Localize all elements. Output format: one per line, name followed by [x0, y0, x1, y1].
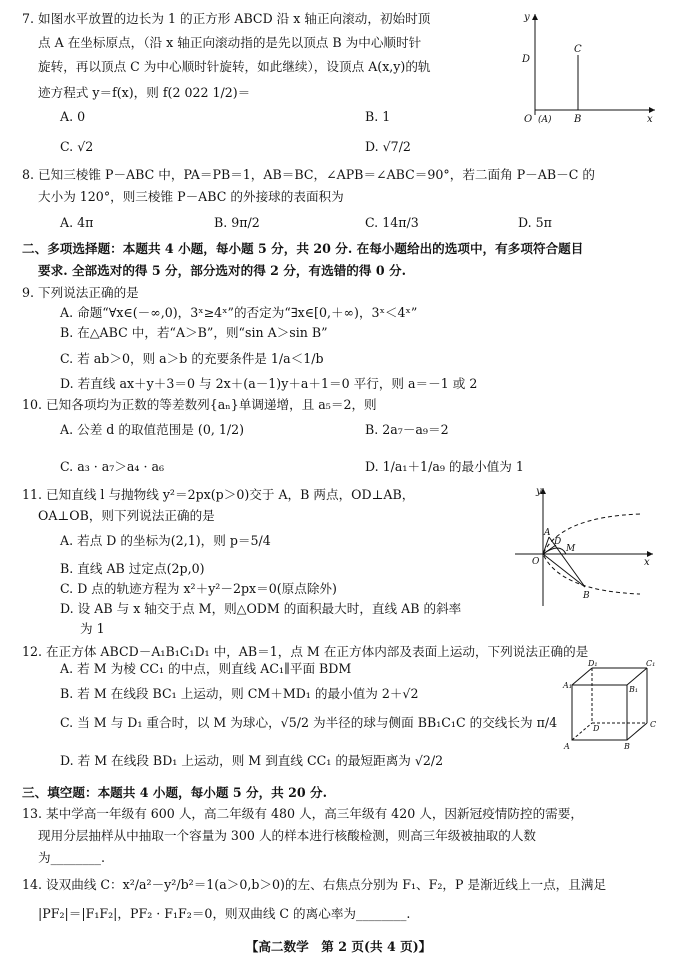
- q8-line-1: 8. 已知三棱锥 P－ABC 中，PA＝PB＝1，AB＝BC，∠APB＝∠ABC＝90°，若二面角 P－AB－C 的: [22, 167, 595, 182]
- q11-option-d: D. 设 AB 与 x 轴交于点 M，则△ODM 的面积最大时，直线 AB 的斜率: [60, 601, 462, 616]
- q13-line-1: 13. 某中学高一年级有 600 人，高二年级有 480 人，高三年级有 420 人，因新冠疫情防控的需要，: [22, 806, 583, 821]
- q7-option-c: C. √2: [60, 139, 94, 154]
- section2-heading-line-2: 要求. 全部选对的得 5 分，部分选对的得 2 分，有选错的得 0 分.: [38, 263, 406, 278]
- page-footer: 【高二数学 第 2 页(共 4 页)】: [245, 939, 432, 954]
- q7-fig-label-y: y: [524, 12, 530, 23]
- q7-square-figure: [510, 10, 660, 130]
- q9-option-d: D. 若直线 ax＋y＋3＝0 与 2x＋(a－1)y＋a＋1＝0 平行，则 a＝－1 或 2: [60, 376, 478, 391]
- q12-fig-label-d1: D₁: [588, 660, 598, 668]
- q10-option-c: C. a₃ · a₇＞a₄ · a₆: [60, 459, 165, 474]
- q13-line-2: 现用分层抽样从中抽取一个容量为 300 人的样本进行核酸检测，则高三年级被抽取的人数: [38, 828, 537, 843]
- q7-fig-label-x: x: [647, 114, 653, 125]
- q10-option-a: A. 公差 d 的取值范围是 (0, 1/2): [60, 422, 245, 437]
- q7-line-4: 迹方程式 y＝f(x)，则 f(2 022 1/2)＝: [38, 85, 251, 100]
- q8-option-a: A. 4π: [60, 215, 94, 230]
- q11-fig-label-a: A: [544, 528, 551, 538]
- q12-option-b: B. 若 M 在线段 BC₁ 上运动，则 CM＋MD₁ 的最小值为 2＋√2: [60, 686, 419, 701]
- q8-option-b: B. 9π/2: [214, 215, 260, 230]
- q12-cube-figure: [562, 660, 662, 750]
- q14-line-2: |PF₂|＝|F₁F₂|，PF₂ · F₁F₂＝0，则双曲线 C 的离心率为________.: [38, 906, 411, 921]
- q11-option-b: B. 直线 AB 过定点(2p,0): [60, 561, 205, 576]
- q12-fig-label-a: A: [564, 742, 570, 750]
- q7-option-a: A. 0: [60, 109, 86, 124]
- section2-heading-line-1: 二、多项选择题：本题共 4 小题，每小题 5 分，共 20 分. 在每小题给出的选项中，有多项符合题目: [22, 241, 584, 256]
- q9-option-c: C. 若 ab＞0，则 a＞b 的充要条件是 1/a＜1/b: [60, 351, 324, 366]
- q10-option-b: B. 2a₇－a₉＝2: [365, 422, 449, 437]
- q8-option-d: D. 5π: [518, 215, 552, 230]
- q11-parabola-figure: [510, 482, 660, 612]
- q7-fig-label-c: C: [574, 44, 582, 55]
- q11-fig-label-m: M: [566, 544, 576, 554]
- q11-fig-label-x: x: [644, 557, 650, 568]
- section3-heading: 三、填空题：本题共 4 小题，每小题 5 分，共 20 分.: [22, 785, 328, 800]
- q12-fig-label-a1: A₁: [563, 681, 572, 690]
- q10-stem: 10. 已知各项均为正数的等差数列{aₙ}单调递增，且 a₅＝2，则: [22, 397, 377, 412]
- q7-option-d: D. √7/2: [365, 139, 411, 154]
- q14-line-1: 14. 设双曲线 C：x²/a²－y²/b²＝1(a＞0,b＞0)的左、右焦点分别为 F₁、F₂，P 是渐近线上一点，且满足: [22, 877, 607, 892]
- q11-option-c: C. D 点的轨迹方程为 x²＋y²－2px＝0(原点除外): [60, 581, 337, 596]
- q12-option-a: A. 若 M 为棱 CC₁ 的中点，则直线 AC₁∥平面 BDM: [60, 661, 352, 676]
- q10-option-d: D. 1/a₁＋1/a₉ 的最小值为 1: [365, 459, 524, 474]
- q11-line-2: OA⊥OB，则下列说法正确的是: [38, 508, 215, 523]
- q11-fig-label-y: y: [536, 486, 542, 497]
- q9-option-b: B. 在△ABC 中，若“A＞B”，则“sin A＞sin B”: [60, 325, 328, 340]
- q11-line-1: 11. 已知直线 l 与抛物线 y²＝2px(p＞0)交于 A，B 两点，OD⊥AB，: [22, 487, 415, 502]
- q12-stem: 12. 在正方体 ABCD－A₁B₁C₁D₁ 中，AB＝1，点 M 在正方体内部及表面上运动，下列说法正确的是: [22, 644, 589, 659]
- q8-option-c: C. 14π/3: [365, 215, 419, 230]
- q7-fig-label-o: O: [524, 114, 533, 125]
- q9-option-a: A. 命题“∀x∈(－∞,0)，3ˣ≥4ˣ”的否定为“∃x∈[0,＋∞)，3ˣ＜4ˣ”: [60, 305, 418, 320]
- q12-option-c: C. 当 M 与 D₁ 重合时，以 M 为球心，√5/2 为半径的球与侧面 BB₁C₁C 的交线长为 π/4: [60, 715, 558, 730]
- q7-line-1: 7. 如图水平放置的边长为 1 的正方形 ABCD 沿 x 轴正向滚动，初始时顶: [22, 11, 431, 26]
- q9-stem: 9. 下列说法正确的是: [22, 285, 139, 300]
- q11-option-a: A. 若点 D 的坐标为(2,1)，则 p＝5/4: [60, 533, 271, 548]
- q11-fig-label-b: B: [583, 591, 590, 601]
- q12-fig-label-c1: C₁: [646, 660, 656, 668]
- q13-line-3: 为________.: [38, 850, 105, 865]
- q12-fig-label-c: C: [650, 720, 657, 729]
- q8-line-2: 大小为 120°，则三棱锥 P－ABC 的外接球的表面积为: [38, 189, 344, 204]
- q12-option-d: D. 若 M 在线段 BD₁ 上运动，则 M 到直线 CC₁ 的最短距离为 √2/2: [60, 753, 444, 768]
- q12-fig-label-d: D: [593, 724, 600, 733]
- q7-line-2: 点 A 在坐标原点，（沿 x 轴正向滚动指的是先以顶点 B 为中心顺时针: [38, 35, 422, 50]
- q7-fig-label-d: D: [522, 54, 531, 65]
- q7-fig-label-b: B: [574, 114, 582, 125]
- q11-fig-label-o: O: [532, 557, 540, 567]
- q7-option-b: B. 1: [365, 109, 391, 124]
- q12-fig-label-b: B: [624, 742, 630, 750]
- q7-fig-label-a: (A): [538, 115, 552, 125]
- q12-fig-label-b1: B₁: [629, 685, 639, 694]
- q11-option-d-continued: 为 1: [80, 621, 105, 636]
- q7-line-3: 旋转，再以顶点 C 为中心顺时针旋转，如此继续），设顶点 A(x,y)的轨: [38, 59, 431, 74]
- q11-fig-label-d: D: [554, 537, 562, 547]
